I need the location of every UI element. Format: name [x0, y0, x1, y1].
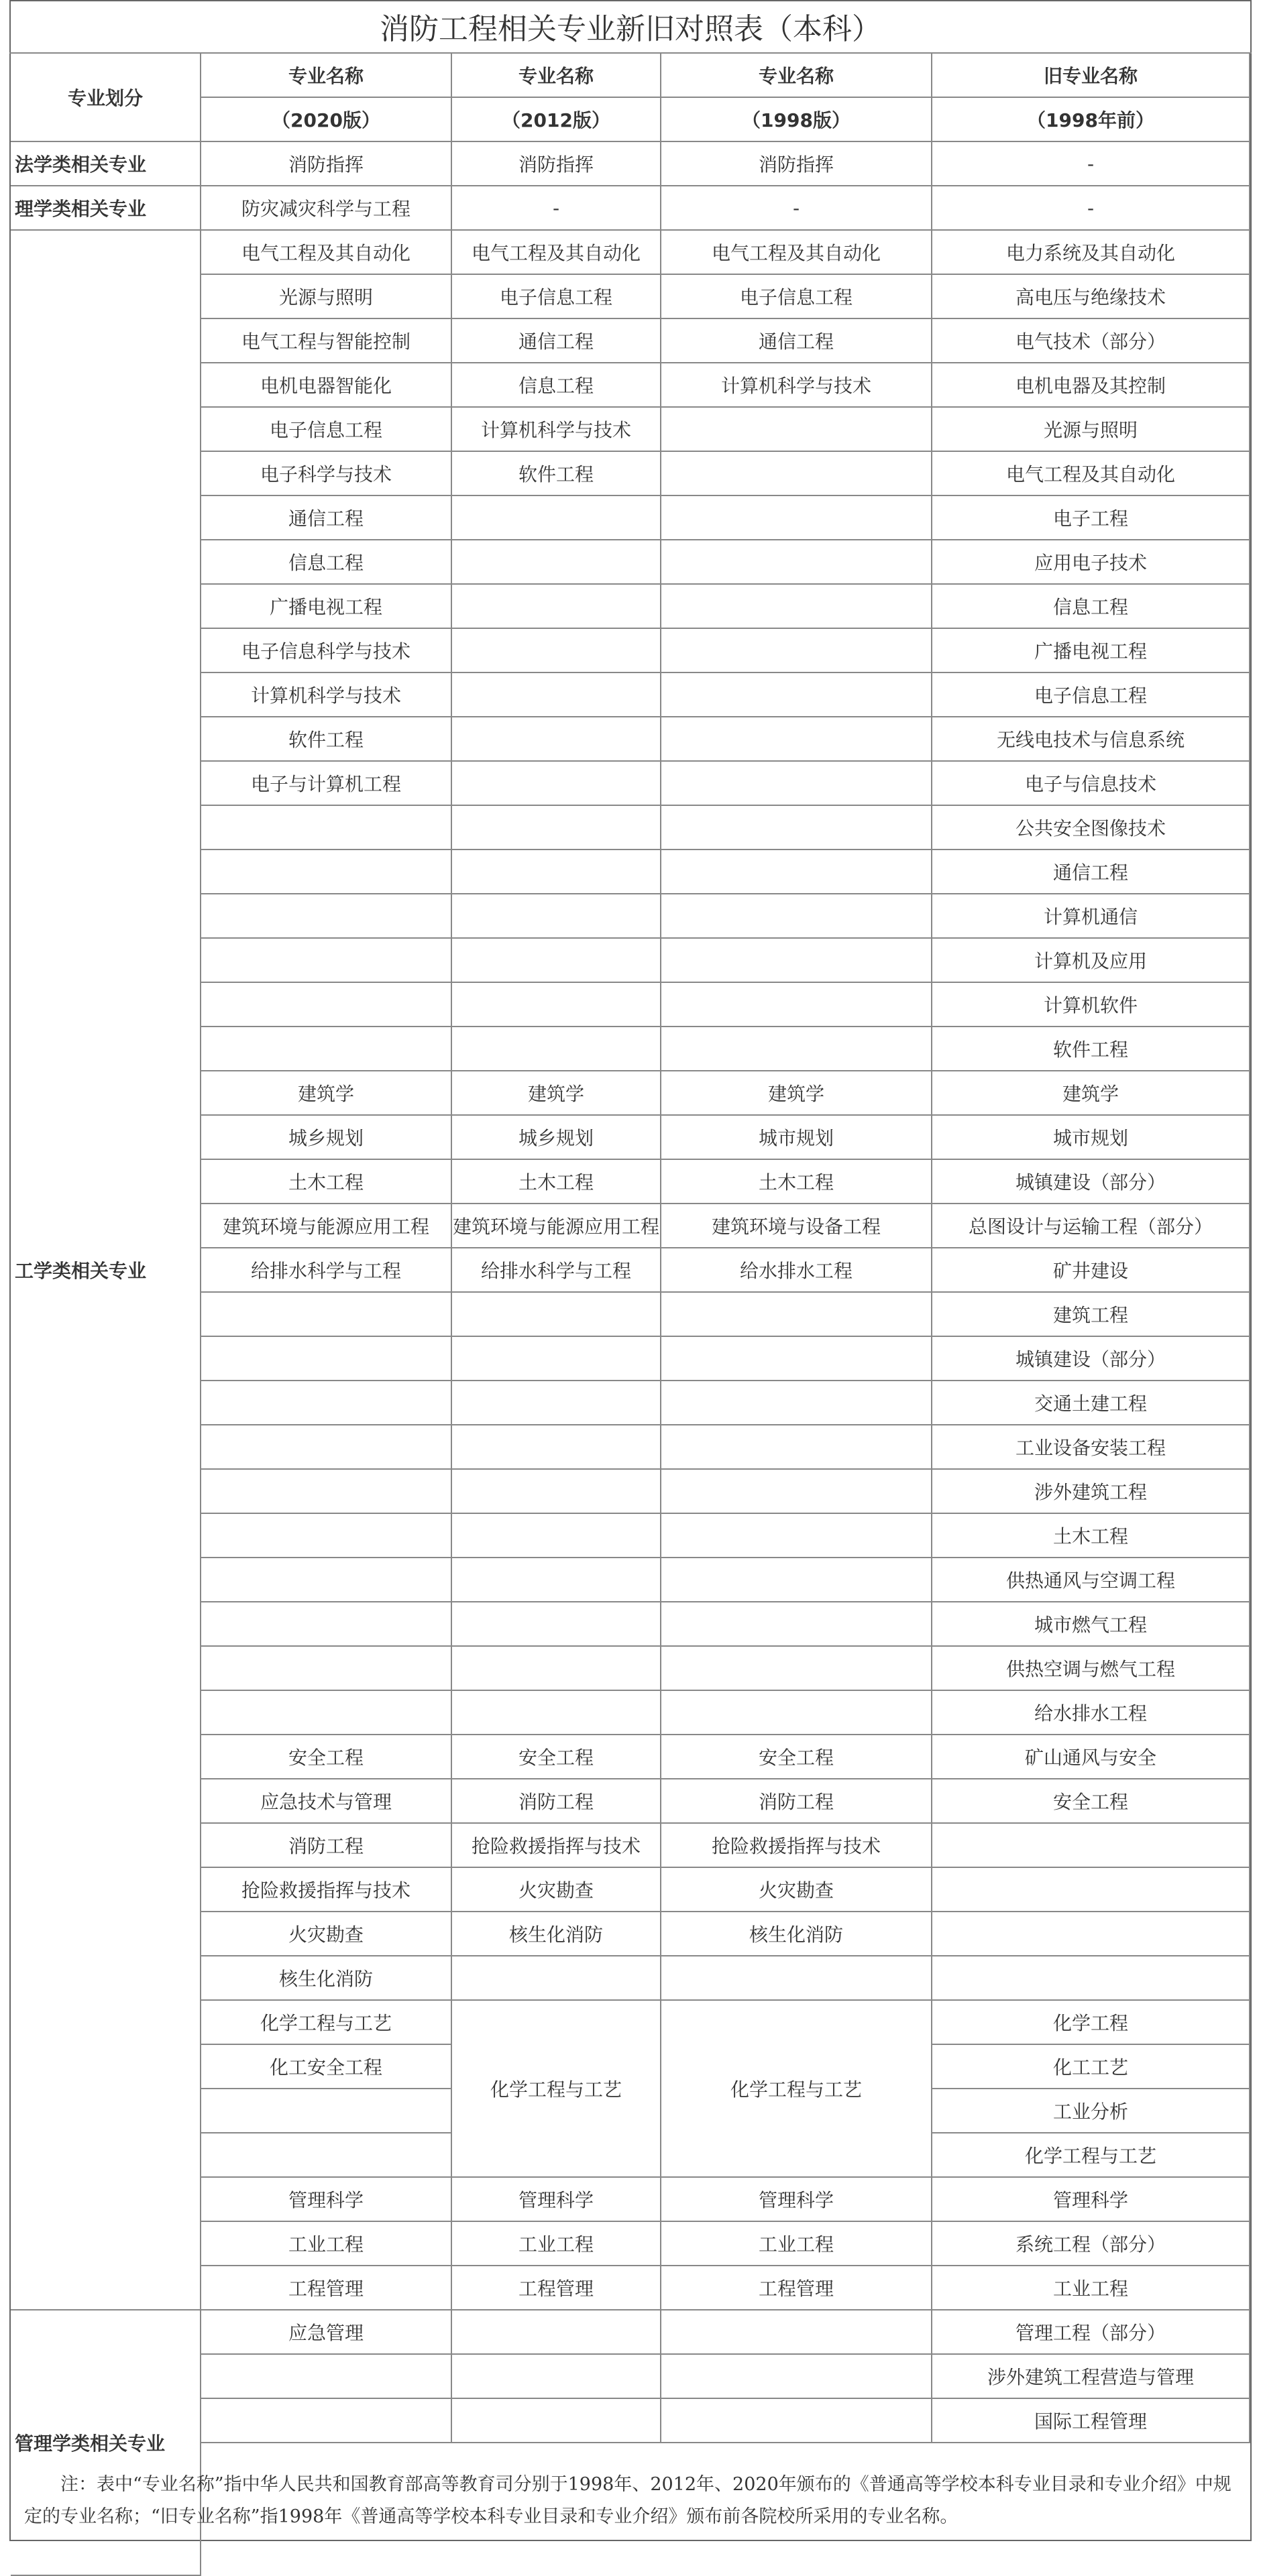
table-cell: 电气工程与智能控制 — [201, 319, 452, 363]
table-cell: 应急管理 — [201, 2310, 452, 2355]
category-cell: 管理学类相关专业 — [11, 2310, 201, 2576]
table-cell: 土木工程 — [201, 1160, 452, 1204]
table-cell: 系统工程（部分） — [932, 2222, 1250, 2266]
table-cell: 管理科学 — [932, 2178, 1250, 2222]
table-cell: 总图设计与运输工程（部分） — [932, 1204, 1250, 1248]
table-cell — [452, 1647, 661, 1691]
table-cell: 电子信息工程 — [661, 275, 932, 319]
table-cell: 电子信息工程 — [452, 275, 661, 319]
table-cell: 电子与计算机工程 — [201, 762, 452, 806]
table-cell: 供热通风与空调工程 — [932, 1558, 1250, 1602]
table-cell — [201, 2355, 452, 2399]
table-cell — [201, 1337, 452, 1381]
table-cell — [201, 2399, 452, 2443]
table-cell — [452, 1558, 661, 1602]
table-cell — [661, 673, 932, 717]
table-cell — [201, 1647, 452, 1691]
header-2020-version: （2020版） — [201, 98, 452, 142]
category-cell: 工学类相关专业 — [11, 231, 201, 2310]
table-cell — [201, 1293, 452, 1337]
table-cell: 给水排水工程 — [932, 1691, 1250, 1735]
header-category: 专业划分 — [11, 54, 201, 142]
table-cell — [661, 1558, 932, 1602]
table-cell: 抢险救援指挥与技术 — [661, 1824, 932, 1868]
table-cell: 建筑学 — [452, 1071, 661, 1116]
table-cell — [661, 1425, 932, 1470]
table-cell: 计算机软件 — [932, 983, 1250, 1027]
table-cell — [201, 983, 452, 1027]
table-cell: 光源与照明 — [201, 275, 452, 319]
merged-cell: 化学工程与工艺 — [661, 2001, 932, 2178]
table-cell: 抢险救援指挥与技术 — [201, 1868, 452, 1912]
table-cell — [661, 1647, 932, 1691]
table-cell: 核生化消防 — [452, 1912, 661, 1956]
table-cell — [661, 939, 932, 983]
table-cell: - — [932, 142, 1250, 186]
table-cell: 火灾勘查 — [201, 1912, 452, 1956]
table-cell — [452, 717, 661, 762]
table-cell: 电子工程 — [932, 496, 1250, 540]
table-cell: 消防工程 — [661, 1779, 932, 1824]
table-cell — [661, 1691, 932, 1735]
table-cell: 建筑环境与能源应用工程 — [201, 1204, 452, 1248]
table-cell: 城乡规划 — [452, 1116, 661, 1160]
table-cell — [452, 496, 661, 540]
table-cell — [452, 673, 661, 717]
table-cell: 电气技术（部分） — [932, 319, 1250, 363]
table-cell — [452, 1337, 661, 1381]
table-cell — [661, 1602, 932, 1647]
table-cell: 核生化消防 — [201, 1956, 452, 2001]
table-cell — [201, 894, 452, 939]
table-cell: 通信工程 — [661, 319, 932, 363]
table-cell: 通信工程 — [452, 319, 661, 363]
table-cell: 计算机科学与技术 — [452, 408, 661, 452]
table-cell: 广播电视工程 — [932, 629, 1250, 673]
table-cell: 管理科学 — [452, 2178, 661, 2222]
merged-cell: 化学工程与工艺 — [452, 2001, 661, 2178]
table-cell — [452, 629, 661, 673]
table-cell — [661, 894, 932, 939]
table-cell: 软件工程 — [932, 1027, 1250, 1071]
table-cell: 工业工程 — [932, 2266, 1250, 2310]
table-cell: 信息工程 — [452, 363, 661, 408]
table-cell: 电子与信息技术 — [932, 762, 1250, 806]
table-cell: 信息工程 — [201, 540, 452, 585]
table-cell: 建筑工程 — [932, 1293, 1250, 1337]
table-cell: 化学工程与工艺 — [932, 2133, 1250, 2178]
table-cell: 计算机及应用 — [932, 939, 1250, 983]
table-cell: 电子信息工程 — [932, 673, 1250, 717]
table-cell — [452, 983, 661, 1027]
table-cell: 城市规划 — [932, 1116, 1250, 1160]
table-cell: 电气工程及其自动化 — [661, 231, 932, 275]
table-cell — [452, 585, 661, 629]
table-cell: 电机电器智能化 — [201, 363, 452, 408]
table-cell: - — [452, 186, 661, 231]
table-cell — [201, 1602, 452, 1647]
table-cell: 消防指挥 — [661, 142, 932, 186]
table-cell: 消防指挥 — [452, 142, 661, 186]
table-cell: 管理科学 — [201, 2178, 452, 2222]
table-cell — [452, 850, 661, 894]
table-cell — [201, 939, 452, 983]
table-cell — [661, 850, 932, 894]
table-cell: 城乡规划 — [201, 1116, 452, 1160]
table-cell: 火灾勘查 — [452, 1868, 661, 1912]
table-cell — [452, 2399, 661, 2443]
header-1998-name: 专业名称 — [661, 54, 932, 98]
table-cell — [661, 452, 932, 496]
table-cell: 建筑学 — [661, 1071, 932, 1116]
table-cell — [452, 1514, 661, 1558]
table-cell — [452, 1027, 661, 1071]
table-cell: 火灾勘查 — [661, 1868, 932, 1912]
table-cell — [452, 1381, 661, 1425]
table-cell: 安全工程 — [452, 1735, 661, 1779]
table-cell: 高电压与绝缘技术 — [932, 275, 1250, 319]
table-cell: 计算机科学与技术 — [201, 673, 452, 717]
table-cell: 化学工程与工艺 — [201, 2001, 452, 2045]
header-old-name: 旧专业名称 — [932, 54, 1250, 98]
table-cell — [452, 540, 661, 585]
table-cell: 电子信息科学与技术 — [201, 629, 452, 673]
table-cell — [932, 1912, 1250, 1956]
table-cell — [452, 1293, 661, 1337]
table-cell — [932, 1824, 1250, 1868]
table-cell: 计算机科学与技术 — [661, 363, 932, 408]
table-cell: 通信工程 — [201, 496, 452, 540]
table-cell: 城市燃气工程 — [932, 1602, 1250, 1647]
table-cell: 无线电技术与信息系统 — [932, 717, 1250, 762]
table-cell — [452, 762, 661, 806]
table-cell: 工业分析 — [932, 2089, 1250, 2133]
table-cell: 通信工程 — [932, 850, 1250, 894]
table-cell: - — [932, 186, 1250, 231]
table-cell — [452, 1425, 661, 1470]
table-cell: 工业工程 — [661, 2222, 932, 2266]
table-cell: 电机电器及其控制 — [932, 363, 1250, 408]
table-cell: 电气工程及其自动化 — [201, 231, 452, 275]
table-cell — [661, 806, 932, 850]
table-cell — [661, 585, 932, 629]
table-cell — [661, 2310, 932, 2355]
table-cell — [201, 1425, 452, 1470]
table-cell — [661, 1027, 932, 1071]
table-cell: 电气工程及其自动化 — [932, 452, 1250, 496]
table-cell — [661, 717, 932, 762]
table-cell: 给排水科学与工程 — [201, 1248, 452, 1293]
table-cell: 供热空调与燃气工程 — [932, 1647, 1250, 1691]
table-cell: 光源与照明 — [932, 408, 1250, 452]
table-cell — [932, 1956, 1250, 2001]
table-cell: 国际工程管理 — [932, 2399, 1250, 2443]
table-cell: 软件工程 — [201, 717, 452, 762]
table-cell — [452, 1470, 661, 1514]
table-cell: 土木工程 — [932, 1514, 1250, 1558]
header-1998-version: （1998版） — [661, 98, 932, 142]
table-cell: 土木工程 — [661, 1160, 932, 1204]
table-cell — [661, 496, 932, 540]
table-cell: 电子科学与技术 — [201, 452, 452, 496]
table-cell: 安全工程 — [661, 1735, 932, 1779]
table-cell: 应急技术与管理 — [201, 1779, 452, 1824]
table-cell: 矿井建设 — [932, 1248, 1250, 1293]
header-2012-name: 专业名称 — [452, 54, 661, 98]
table-cell — [452, 2310, 661, 2355]
table-cell — [452, 2355, 661, 2399]
header-2020-name: 专业名称 — [201, 54, 452, 98]
table-cell: 工程管理 — [661, 2266, 932, 2310]
table-cell — [661, 983, 932, 1027]
table-cell: 公共安全图像技术 — [932, 806, 1250, 850]
table-cell: 涉外建筑工程营造与管理 — [932, 2355, 1250, 2399]
table-cell: 城镇建设（部分） — [932, 1337, 1250, 1381]
table-cell: 消防工程 — [452, 1779, 661, 1824]
table-cell — [661, 540, 932, 585]
table-cell — [201, 1514, 452, 1558]
table-cell: 给排水科学与工程 — [452, 1248, 661, 1293]
table-cell — [201, 1691, 452, 1735]
table-cell — [661, 629, 932, 673]
table-cell: 城市规划 — [661, 1116, 932, 1160]
table-cell: 计算机通信 — [932, 894, 1250, 939]
table-cell: 电子信息工程 — [201, 408, 452, 452]
table-cell — [452, 1956, 661, 2001]
table-cell: 消防指挥 — [201, 142, 452, 186]
table-cell: 矿山通风与安全 — [932, 1735, 1250, 1779]
table-cell: 信息工程 — [932, 585, 1250, 629]
table-cell — [452, 806, 661, 850]
table-cell: 城镇建设（部分） — [932, 1160, 1250, 1204]
table-cell: 应用电子技术 — [932, 540, 1250, 585]
table-cell: 广播电视工程 — [201, 585, 452, 629]
table-cell — [661, 1956, 932, 2001]
table-cell — [452, 939, 661, 983]
table-cell — [201, 2089, 452, 2133]
table-cell: 核生化消防 — [661, 1912, 932, 1956]
table-cell: 建筑环境与能源应用工程 — [452, 1204, 661, 1248]
table-cell — [661, 1381, 932, 1425]
table-cell: 工业工程 — [452, 2222, 661, 2266]
table-cell: 工程管理 — [201, 2266, 452, 2310]
table-cell: 管理科学 — [661, 2178, 932, 2222]
table-cell: 防灾减灾科学与工程 — [201, 186, 452, 231]
table-cell — [201, 850, 452, 894]
table-cell: 安全工程 — [932, 1779, 1250, 1824]
table-cell: 交通土建工程 — [932, 1381, 1250, 1425]
table-cell — [452, 894, 661, 939]
category-cell: 理学类相关专业 — [11, 186, 201, 231]
table-cell — [661, 2399, 932, 2443]
table-cell: 建筑学 — [201, 1071, 452, 1116]
table-cell — [452, 1691, 661, 1735]
table-cell: 工业设备安装工程 — [932, 1425, 1250, 1470]
table-cell — [201, 1027, 452, 1071]
table-cell — [661, 2355, 932, 2399]
table-cell — [201, 2133, 452, 2178]
table-cell: 管理工程（部分） — [932, 2310, 1250, 2355]
table-cell: - — [661, 186, 932, 231]
table-cell — [932, 1868, 1250, 1912]
footnote: 注：表中“专业名称”指中华人民共和国教育部高等教育司分别于1998年、2012年、2020年颁布的《普通高等学校本科专业目录和专业介绍》中规定的专业名称；“旧专业名称”指1998年《普通高等学校本科专业目录和专业介绍》颁布前各院校所采用的专业名称。 — [24, 2474, 1231, 2527]
table-cell — [452, 1602, 661, 1647]
table-cell: 抢险救援指挥与技术 — [452, 1824, 661, 1868]
table-cell: 涉外建筑工程 — [932, 1470, 1250, 1514]
table-cell — [661, 1470, 932, 1514]
table-cell: 化学工程 — [932, 2001, 1250, 2045]
table-cell: 给水排水工程 — [661, 1248, 932, 1293]
table-cell — [201, 1470, 452, 1514]
header-old-version: （1998年前） — [932, 98, 1250, 142]
table-cell: 建筑学 — [932, 1071, 1250, 1116]
table-cell: 建筑环境与设备工程 — [661, 1204, 932, 1248]
table-cell: 工业工程 — [201, 2222, 452, 2266]
page-title: 消防工程相关专业新旧对照表（本科） — [9, 0, 1252, 54]
table-cell — [661, 1293, 932, 1337]
table-cell: 电气工程及其自动化 — [452, 231, 661, 275]
table-cell: 化工安全工程 — [201, 2045, 452, 2089]
table-cell — [661, 408, 932, 452]
table-cell: 工程管理 — [452, 2266, 661, 2310]
table-cell — [661, 762, 932, 806]
table-cell — [201, 806, 452, 850]
category-cell: 法学类相关专业 — [11, 142, 201, 186]
table-cell: 安全工程 — [201, 1735, 452, 1779]
table-cell: 软件工程 — [452, 452, 661, 496]
table-cell — [661, 1514, 932, 1558]
table-cell: 化工工艺 — [932, 2045, 1250, 2089]
table-cell: 消防工程 — [201, 1824, 452, 1868]
table-cell — [201, 1381, 452, 1425]
table-cell — [201, 1558, 452, 1602]
table-cell: 土木工程 — [452, 1160, 661, 1204]
table-cell — [661, 1337, 932, 1381]
header-2012-version: （2012版） — [452, 98, 661, 142]
table-cell: 电力系统及其自动化 — [932, 231, 1250, 275]
